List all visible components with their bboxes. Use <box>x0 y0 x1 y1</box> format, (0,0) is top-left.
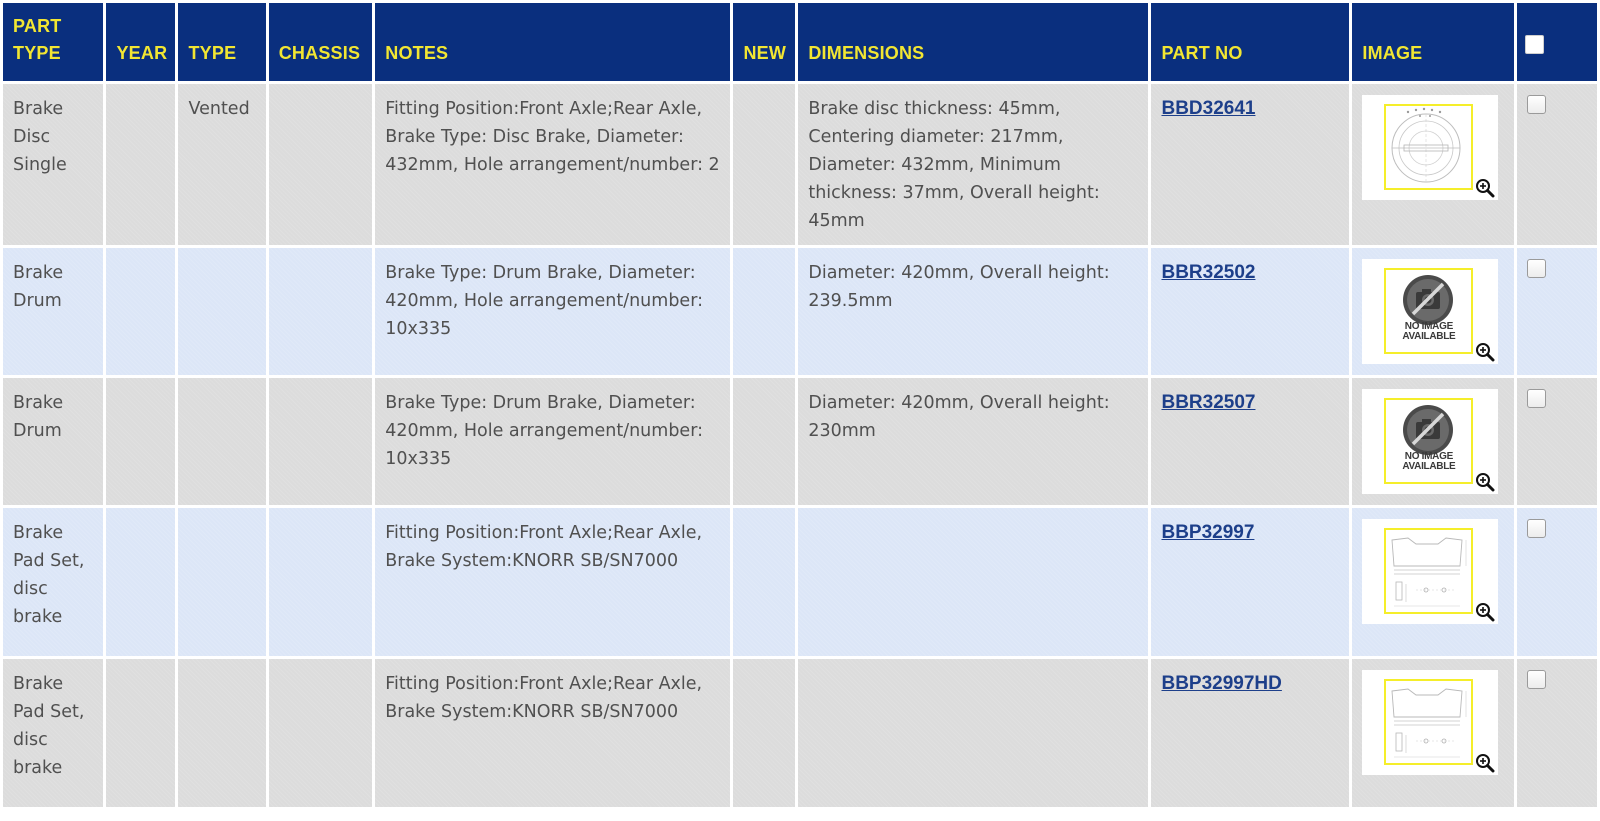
header-select-all <box>1517 3 1597 81</box>
zoom-icon <box>1475 753 1495 773</box>
cell-part-no <box>1151 248 1349 375</box>
cell-notes: Fitting Position:Front Axle;Rear Axle, Brake System:KNORR SB/SN7000 <box>375 659 730 807</box>
header-chassis[interactable]: CHASSIS <box>269 3 373 81</box>
part-number-link[interactable]: BBP32997HD <box>1161 673 1282 694</box>
cell-new <box>733 378 795 505</box>
no-image-label: NO IMAGE AVAILABLE <box>1402 321 1456 342</box>
cell-chassis <box>269 84 373 245</box>
cell-notes: Brake Type: Drum Brake, Diameter: 420mm, Hole arrangement/number: 10x335 <box>375 248 730 375</box>
row-select-checkbox[interactable] <box>1527 95 1546 114</box>
row-select-checkbox[interactable] <box>1527 670 1546 689</box>
cell-new <box>733 659 795 807</box>
pad-drawing-icon <box>1386 681 1471 763</box>
cell-part-no <box>1151 378 1349 505</box>
cell-type <box>178 659 265 807</box>
table-row <box>3 378 1597 505</box>
cell-part-no <box>1151 508 1349 656</box>
cell-part-type: Brake Pad Set, disc brake <box>3 508 103 656</box>
cell-image <box>1352 659 1513 807</box>
cell-part-type: Brake Drum <box>3 378 103 505</box>
header-notes[interactable]: NOTES <box>375 3 730 81</box>
cell-chassis <box>269 659 373 807</box>
cell-image <box>1352 378 1513 505</box>
part-number-link[interactable]: BBD32641 <box>1161 98 1256 119</box>
cell-dimensions: Diameter: 420mm, Overall height: 239.5mm <box>798 248 1148 375</box>
part-number-link[interactable]: BBP32997 <box>1161 522 1255 543</box>
cell-year <box>106 248 175 375</box>
disc-drawing-icon <box>1386 106 1471 188</box>
select-all-checkbox[interactable] <box>1525 35 1544 54</box>
cell-type <box>178 248 265 375</box>
cell-dimensions <box>798 508 1148 656</box>
row-select-checkbox[interactable] <box>1527 389 1546 408</box>
cell-image <box>1352 84 1513 245</box>
cell-part-type: Brake Pad Set, disc brake <box>3 659 103 807</box>
table-row <box>3 84 1597 245</box>
cell-new <box>733 84 795 245</box>
cell-dimensions: Brake disc thickness: 45mm, Centering diameter: 217mm, Diameter: 432mm, Minimum thickness: 37mm, Overall height: 45mm <box>798 84 1148 245</box>
cell-select <box>1517 378 1597 505</box>
table-header-row <box>3 3 1597 81</box>
cell-notes: Brake Type: Drum Brake, Diameter: 420mm, Hole arrangement/number: 10x335 <box>375 378 730 505</box>
cell-part-no <box>1151 84 1349 245</box>
part-image-thumbnail[interactable] <box>1362 95 1498 200</box>
cell-select <box>1517 508 1597 656</box>
cell-part-type: Brake Drum <box>3 248 103 375</box>
part-image-thumbnail[interactable] <box>1362 389 1498 494</box>
zoom-icon <box>1475 472 1495 492</box>
cell-type <box>178 508 265 656</box>
cell-select <box>1517 659 1597 807</box>
header-dimensions[interactable]: DIMENSIONS <box>798 3 1148 81</box>
header-year[interactable]: YEAR <box>106 3 175 81</box>
cell-new <box>733 248 795 375</box>
cell-type <box>178 378 265 505</box>
part-image-thumbnail[interactable] <box>1362 670 1498 775</box>
cell-type: Vented <box>178 84 265 245</box>
cell-chassis <box>269 378 373 505</box>
cell-chassis <box>269 508 373 656</box>
cell-image <box>1352 508 1513 656</box>
cell-select <box>1517 248 1597 375</box>
zoom-icon <box>1475 342 1495 362</box>
table-row <box>3 659 1597 807</box>
pad-drawing-icon <box>1386 530 1471 612</box>
cell-year <box>106 508 175 656</box>
zoom-icon <box>1475 602 1495 622</box>
table-row <box>3 508 1597 656</box>
part-image-thumbnail[interactable] <box>1362 259 1498 364</box>
part-image-thumbnail[interactable] <box>1362 519 1498 624</box>
cell-new <box>733 508 795 656</box>
header-type[interactable]: TYPE <box>178 3 265 81</box>
cell-notes: Fitting Position:Front Axle;Rear Axle, Brake System:KNORR SB/SN7000 <box>375 508 730 656</box>
header-image[interactable]: IMAGE <box>1352 3 1513 81</box>
cell-image <box>1352 248 1513 375</box>
no-image-label: NO IMAGE AVAILABLE <box>1402 451 1456 472</box>
cell-part-no <box>1151 659 1349 807</box>
cell-year <box>106 84 175 245</box>
cell-notes: Fitting Position:Front Axle;Rear Axle, Brake Type: Disc Brake, Diameter: 432mm, Hole arrangement/number: 2 <box>375 84 730 245</box>
row-select-checkbox[interactable] <box>1527 259 1546 278</box>
cell-year <box>106 378 175 505</box>
zoom-icon <box>1475 178 1495 198</box>
header-new[interactable]: NEW <box>733 3 795 81</box>
part-number-link[interactable]: BBR32502 <box>1161 262 1256 283</box>
cell-part-type: Brake Disc Single <box>3 84 103 245</box>
part-number-link[interactable]: BBR32507 <box>1161 392 1256 413</box>
cell-dimensions <box>798 659 1148 807</box>
header-part-type[interactable]: PART TYPE <box>3 3 103 81</box>
header-part-no[interactable]: PART NO <box>1151 3 1349 81</box>
row-select-checkbox[interactable] <box>1527 519 1546 538</box>
cell-dimensions: Diameter: 420mm, Overall height: 230mm <box>798 378 1148 505</box>
cell-year <box>106 659 175 807</box>
cell-select <box>1517 84 1597 245</box>
table-row <box>3 248 1597 375</box>
cell-chassis <box>269 248 373 375</box>
